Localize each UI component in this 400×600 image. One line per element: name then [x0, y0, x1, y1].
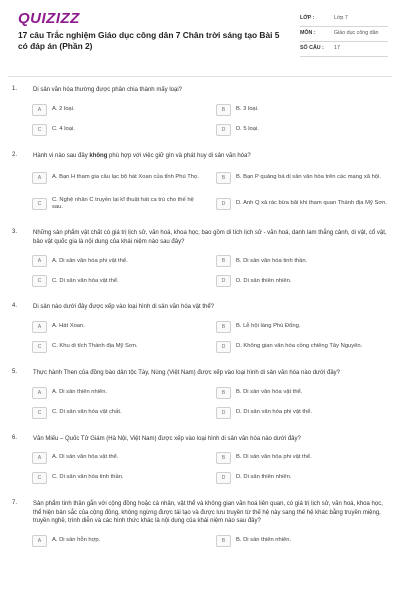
question-text-emphasis: không	[89, 152, 108, 159]
option-b[interactable]	[216, 103, 388, 117]
question-number: 2.	[12, 151, 18, 158]
option-letter-box: A	[32, 255, 47, 267]
question-7	[0, 500, 400, 548]
option-letter-box: D	[216, 407, 231, 419]
option-grid	[32, 103, 388, 137]
meta-row-count	[300, 42, 388, 57]
option-b[interactable]	[216, 534, 388, 548]
option-text: A. Bạn H tham gia câu lạc bộ hát Xoan của tỉnh Phú Thọ.	[52, 174, 199, 181]
option-grid	[32, 168, 388, 214]
option-text: B. Bạn P quảng bá di sản văn hóa trên các mạng xã hội.	[236, 174, 381, 181]
meta-row-class	[300, 12, 388, 27]
question-text: Những sản phẩm vật chất có giá trị lịch sử, văn hoá, khoa học, bao gồm di tích lịch sử - văn hoá, danh lam thắng cảnh, di vật, cổ vật, bảo vật quốc gia là nội dung của khái niệm nào sau đây?	[33, 230, 387, 245]
option-text: B. Di sản văn hóa vật thể.	[236, 388, 303, 395]
option-grid	[32, 451, 388, 485]
question-list	[0, 86, 400, 563]
option-d[interactable]	[216, 194, 388, 214]
option-letter-box: A	[32, 535, 47, 547]
option-grid	[32, 254, 388, 288]
question-text-before: Hành vi nào sau đây	[33, 152, 90, 159]
worksheet-title: 17 câu Trắc nghiệm Giáo dục công dân 7 Chân trời sáng tạo Bài 5 có đáp án (Phần 2)	[18, 30, 280, 51]
option-a[interactable]	[32, 103, 204, 117]
option-letter-box: C	[32, 407, 47, 419]
option-a[interactable]	[32, 386, 204, 400]
option-text: C. Nghệ nhân C truyền lại kĩ thuật hát ca trù cho thế hệ sau.	[52, 196, 194, 211]
option-c[interactable]	[32, 194, 204, 214]
option-d[interactable]	[216, 340, 388, 354]
option-letter-box: C	[32, 198, 47, 210]
option-text: B. Di sản văn hóa phi vật thể.	[236, 454, 312, 461]
option-letter-box: B	[216, 387, 231, 399]
option-d[interactable]	[216, 406, 388, 420]
question-number: 1.	[12, 86, 18, 92]
quizizz-logo: QUIZIZZ	[18, 10, 80, 27]
question-2	[0, 152, 400, 215]
option-text: C. Khu di tích Thánh địa Mỹ Sơn.	[52, 343, 138, 350]
question-text: Văn Miếu – Quốc Tử Giám (Hà Nội, Việt Nam) được xếp vào loại hình di sản văn hóa nào dưới đây?	[33, 435, 301, 442]
option-d[interactable]	[216, 123, 388, 137]
option-c[interactable]	[32, 123, 204, 137]
question-number: 7.	[12, 500, 18, 507]
option-letter-box: B	[216, 255, 231, 267]
meta-row-subject	[300, 27, 388, 42]
option-b[interactable]	[216, 320, 388, 334]
option-c[interactable]	[32, 274, 204, 288]
question-1	[0, 86, 400, 137]
option-letter-box: A	[32, 452, 47, 464]
question-text: Thực hành Then của đồng bào dân tộc Tày, Nùng (Việt Nam) được xếp vào loại hình di sản văn hóa nào dưới đây?	[33, 369, 340, 376]
option-text: C. Di sản văn hóa vật thể.	[52, 277, 119, 284]
option-b[interactable]	[216, 386, 388, 400]
option-text: A. Di sản văn hóa phi vật thể.	[52, 257, 128, 264]
question-text: Di sản nào dưới đây được xếp vào loại hình di sản văn hóa vật thể?	[33, 304, 215, 311]
option-text: D. Di sản văn hóa phi vật thể.	[236, 408, 313, 415]
question-6	[0, 435, 400, 486]
option-letter-box: C	[32, 275, 47, 287]
option-letter-box: A	[32, 321, 47, 333]
option-text: A. Di sản văn hóa vật thể.	[52, 454, 119, 461]
option-a[interactable]	[32, 254, 204, 268]
option-letter-box: A	[32, 172, 47, 184]
option-text: C. Di sản văn hóa vật chất.	[52, 408, 122, 415]
meta-value: 17	[334, 45, 340, 51]
option-letter-box: B	[216, 452, 231, 464]
meta-label: SỐ CÂU :	[300, 45, 324, 51]
worksheet-header	[0, 0, 400, 76]
option-letter-box: D	[216, 124, 231, 136]
meta-label: MÔN :	[300, 30, 316, 36]
meta-label: LỚP :	[300, 15, 315, 21]
question-5	[0, 369, 400, 420]
option-letter-box: B	[216, 172, 231, 184]
option-text: D. Di sản thiên nhiên.	[236, 474, 292, 481]
option-a[interactable]	[32, 320, 204, 334]
option-text: D. Không gian văn hóa cồng chiêng Tây Nguyên.	[236, 343, 363, 350]
header-divider	[8, 76, 392, 77]
option-letter-box: D	[216, 198, 231, 210]
option-a[interactable]	[32, 534, 204, 548]
option-grid	[32, 320, 388, 354]
option-letter-box: D	[216, 341, 231, 353]
question-number: 5.	[12, 368, 18, 375]
option-letter-box: B	[216, 104, 231, 116]
question-number: 4.	[12, 303, 18, 310]
meta-value: Giáo dục công dân	[334, 30, 379, 36]
question-text: Sản phẩm tinh thần gắn với cộng đồng hoặc cá nhân, vật thể và không gian văn hoá liên quan, có giá trị lịch sử, văn hoá, khoa học, thể hiện bản sắc của cộng đồng, không ngừng được tái tạo và được lưu truyền từ thế hệ này sang thế hệ khác bằng truyền miệng, truyền nghề, trình diễn và các hình thức khác là nội dung của khái niệm nào sau đây?	[33, 501, 383, 525]
option-grid	[32, 386, 388, 420]
option-letter-box: C	[32, 124, 47, 136]
option-b[interactable]	[216, 168, 388, 188]
question-number: 6.	[12, 434, 18, 441]
option-c[interactable]	[32, 406, 204, 420]
option-letter-box: B	[216, 321, 231, 333]
option-text: A. 2 loại.	[52, 105, 75, 112]
option-text: B. Di sản văn hóa tinh thần.	[236, 257, 308, 264]
option-c[interactable]	[32, 471, 204, 485]
option-b[interactable]	[216, 451, 388, 465]
option-text: C. 4 loại.	[52, 125, 75, 132]
option-text: A. Di sản hỗn hợp.	[52, 537, 101, 544]
option-letter-box: A	[32, 104, 47, 116]
option-letter-box: A	[32, 387, 47, 399]
option-letter-box: C	[32, 472, 47, 484]
option-letter-box: C	[32, 341, 47, 353]
meta-value: Lớp 7	[334, 15, 348, 21]
question-text	[33, 152, 388, 161]
option-letter-box: D	[216, 472, 231, 484]
option-text: D. Anh Q xả rác bừa bãi khi tham quan Thánh địa Mỹ Sơn.	[236, 200, 387, 207]
question-3	[0, 229, 400, 288]
option-text: D. 5 loại.	[236, 125, 259, 132]
option-d[interactable]	[216, 274, 388, 288]
question-4	[0, 303, 400, 354]
option-text: A. Di sản thiên nhiên.	[52, 388, 108, 395]
option-a[interactable]	[32, 168, 204, 188]
option-text: B. Di sản thiên nhiên.	[236, 537, 292, 544]
question-number: 3.	[12, 229, 18, 236]
option-text: B. 3 loại.	[236, 105, 259, 112]
question-text-after: phù hợp với việc giữ gìn và phát huy di sản văn hóa?	[107, 152, 251, 159]
option-text: D. Di sản thiên nhiên.	[236, 277, 292, 284]
option-a[interactable]	[32, 451, 204, 465]
option-letter-box: D	[216, 275, 231, 287]
option-text: B. Lễ hội làng Phù Đổng.	[236, 323, 301, 330]
option-text: A. Hát Xoan.	[52, 323, 85, 330]
question-text: Di sản văn hóa thường được phân chia thành mấy loại?	[33, 87, 182, 93]
option-d[interactable]	[216, 471, 388, 485]
option-text: C. Di sản văn hóa tinh thần.	[52, 474, 124, 481]
option-b[interactable]	[216, 254, 388, 268]
option-letter-box: B	[216, 535, 231, 547]
worksheet-meta	[300, 12, 388, 57]
option-grid	[32, 534, 388, 548]
option-c[interactable]	[32, 340, 204, 354]
